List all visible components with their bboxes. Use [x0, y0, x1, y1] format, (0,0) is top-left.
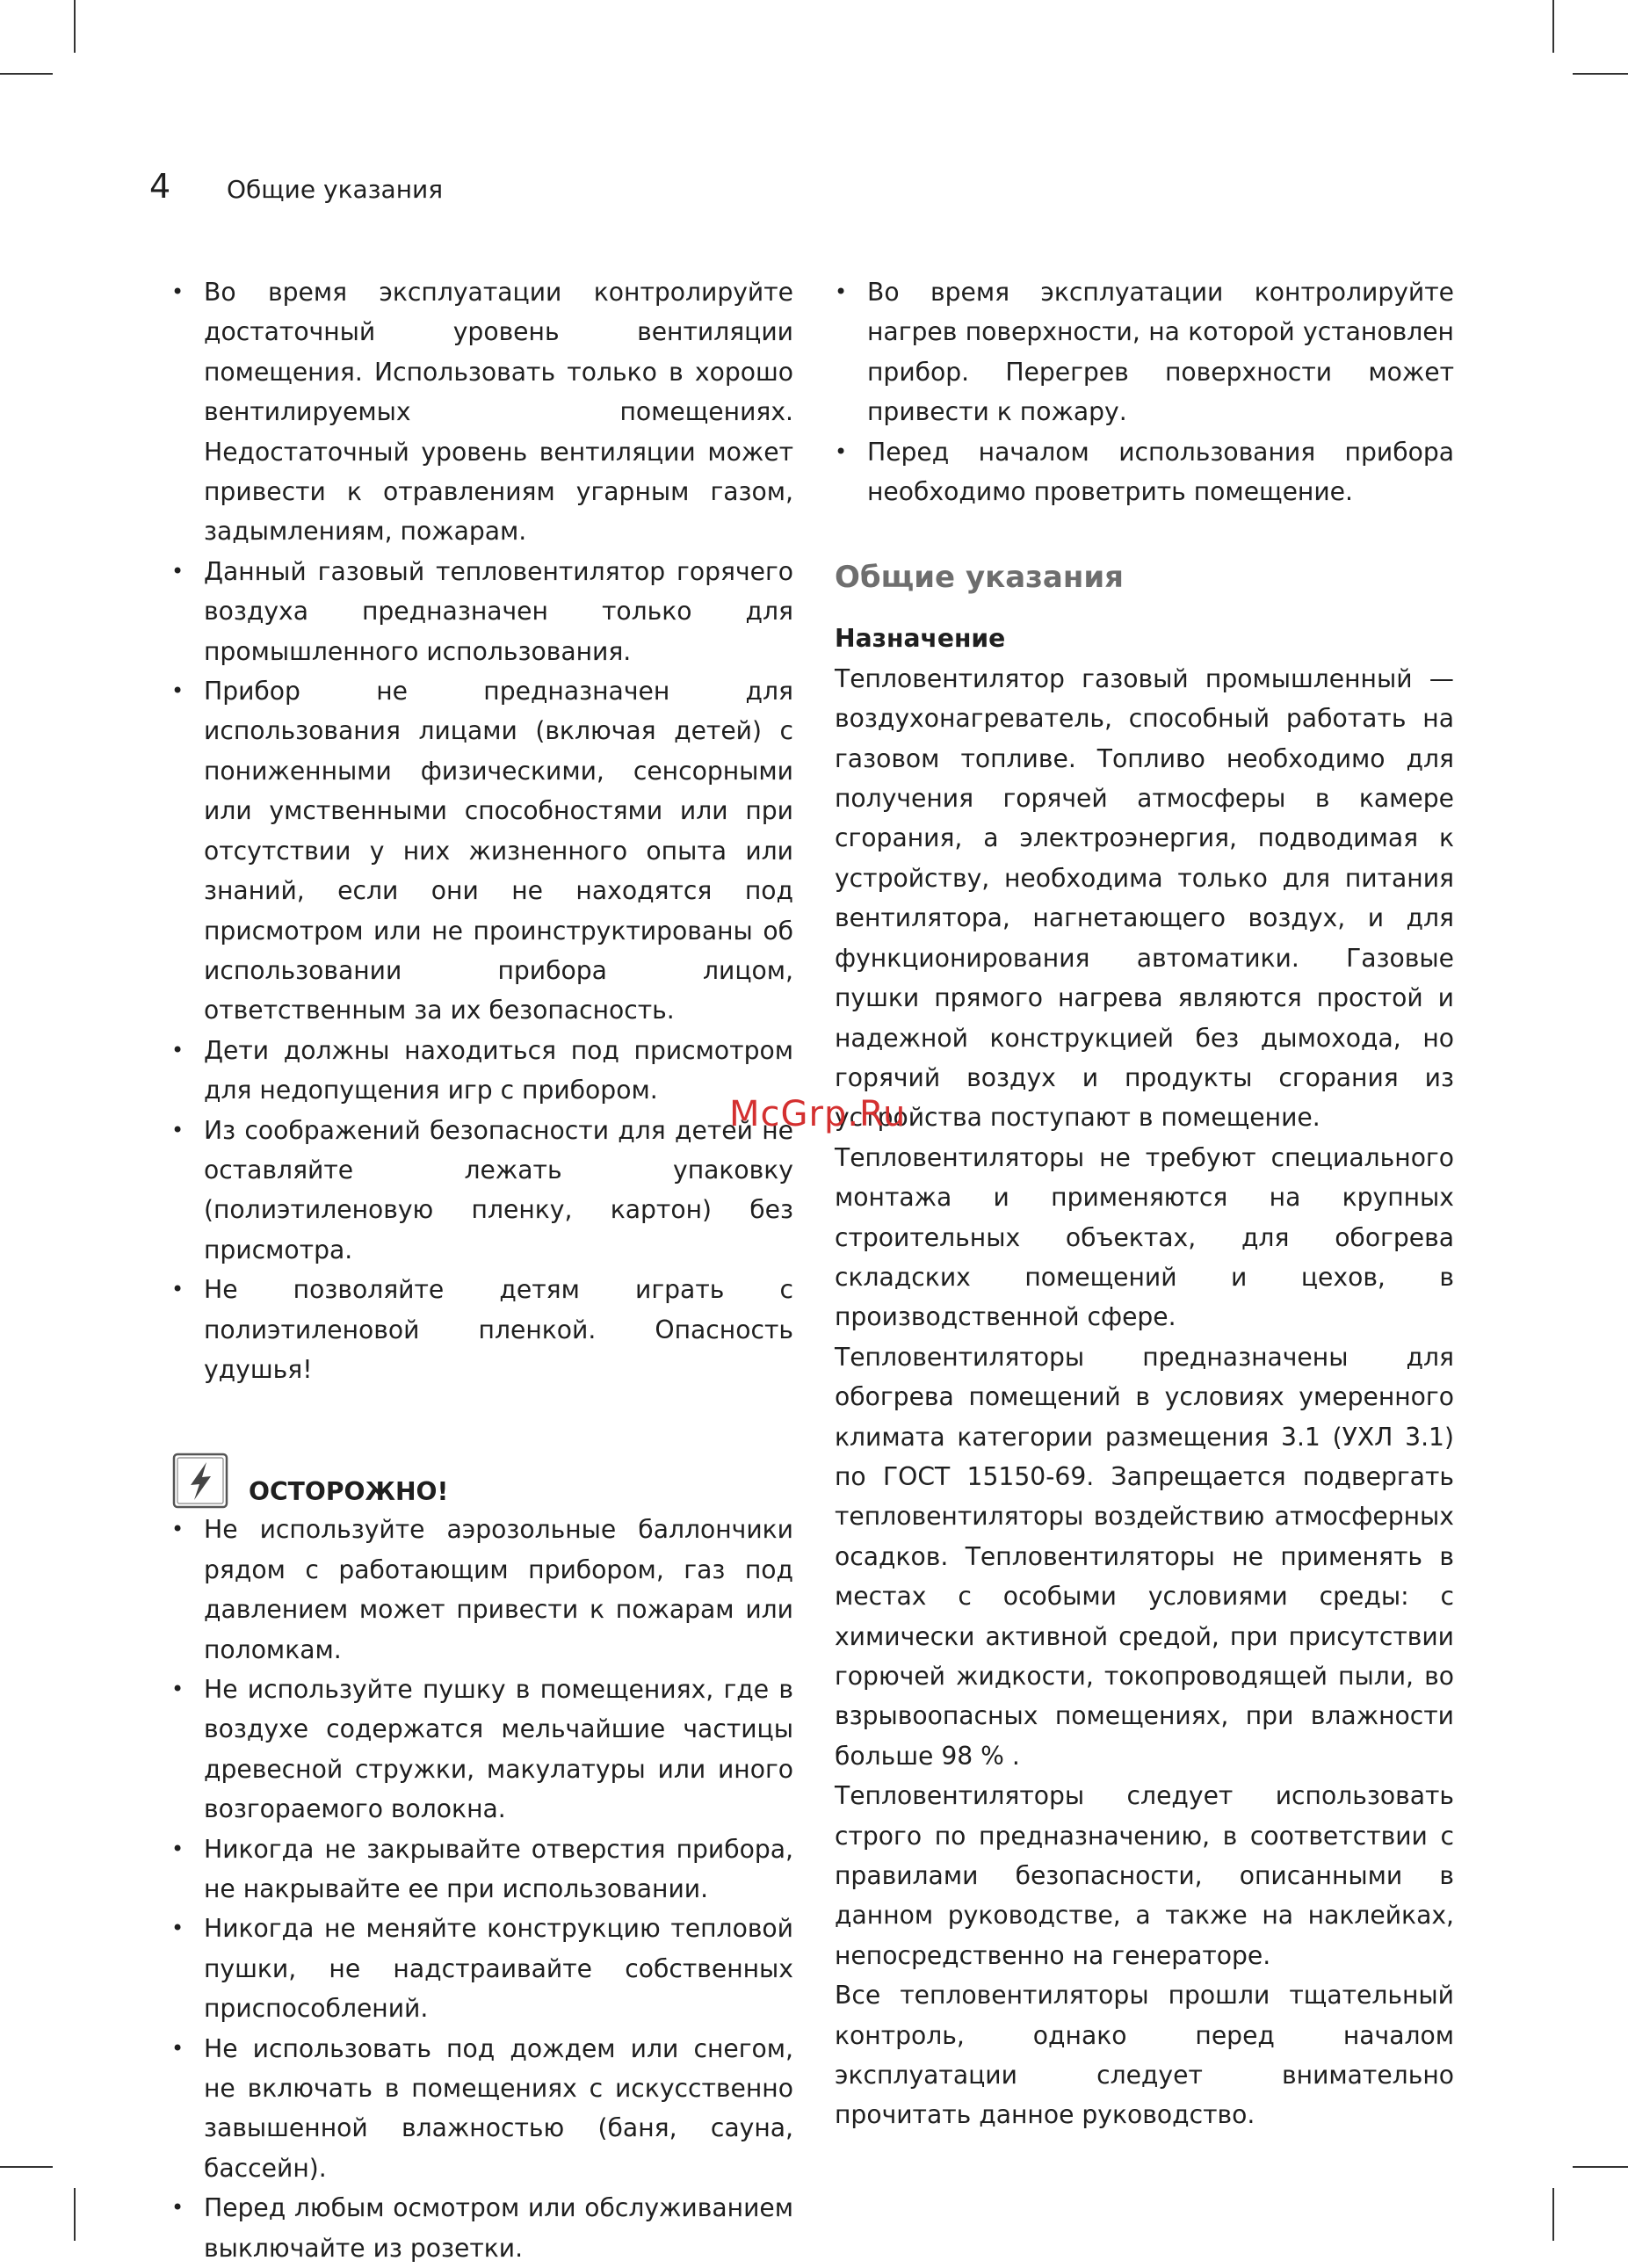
caution-heading	[171, 1438, 793, 1510]
crop-mark	[1552, 2188, 1554, 2241]
list-item: • Во время эксплуатации контролируйте нагрев поверхности, на которой установлен прибор. Перегрев поверхности может привести к пожару.	[835, 272, 1454, 432]
page-number: 4	[149, 167, 171, 206]
list-item: • Дети должны находиться под присмотром для недопущения игр с прибором.	[171, 1031, 793, 1111]
list-item: • Из соображений безопасности для детей не оставляйте лежать упаковку (полиэтиленовую пленку, картон) без присмотра.	[171, 1111, 793, 1271]
safety-list-continued	[835, 272, 1454, 511]
crop-mark	[74, 2188, 76, 2241]
paragraph: Тепловентиляторы предназначены для обогрева помещений в условиях умеренного климата категории размещения 3.1 (УХЛ 3.1) по ГОСТ 15150-69. Запрещается подвергать тепловентиляторы воздействию атмосферных осадков. Тепловентиляторы не применять в местах с особыми условиями среды: с химически активной средой, при присутствии горючей жидкости, токопроводящей пыли, во взрывоопасных помещениях, при влажности больше 98 % .	[835, 1342, 1454, 1771]
list-item: • Никогда не меняйте конструкцию тепловой пушки, не надстраивайте собственных приспособлений.	[171, 1909, 793, 2028]
caution-list	[171, 1510, 793, 2268]
list-item: • Прибор не предназначен для использования лицами (включая детей) с пониженными физическими, сенсорными или умственными способностями или при отсутствии у них жизненного опыта или знаний, если они не находятся под присмотром или не проинструктированы об использовании прибора лицом, ответственным за их безопасность.	[171, 671, 793, 1031]
page-title: Общие указания	[227, 175, 444, 204]
crop-mark	[0, 73, 53, 75]
page-header	[149, 167, 443, 209]
list-item: • Не используйте аэрозольные баллончики рядом с работающим прибором, газ под давлением может привести к пожарам или поломкам.	[171, 1510, 793, 1670]
paragraph: Тепловентиляторы следует использовать строго по предназначению, в соответствии с правилами безопасности, описанными в данном руководстве, а также на наклейках, непосредственно на генераторе.	[835, 1781, 1454, 1970]
paragraph: Тепловентилятор газовый промышленный — воздухонагреватель, способный работать на газовом топливе. Топливо необходимо для получения горячей атмосферы в камере сгорания, а электроэнергия, подводимая к устройству, необходима только для питания вентилятора, нагнетающего воздух, и для функционирования автоматики. Газовые пушки прямого нагрева являются простой и надежной конструкцией без дымохода, но горячий воздух и продукты сгорания из устройства поступают в помещение.	[835, 663, 1454, 1133]
lightning-warning-icon	[171, 1452, 229, 1510]
list-item: • Не использовать под дождем или снегом, не включать в помещениях с искусственно завышенной влажностью (баня, сауна, бассейн).	[171, 2029, 793, 2189]
list-item: • Данный газовый тепловентилятор горячего воздуха предназначен только для промышленного использования.	[171, 552, 793, 671]
crop-mark	[1573, 73, 1628, 75]
list-item: • Перед началом использования прибора необходимо проветрить помещение.	[835, 432, 1454, 512]
list-item: • Перед любым осмотром или обслуживанием выключайте из розетки.	[171, 2188, 793, 2268]
right-column	[835, 272, 1454, 2135]
watermark: McGrp.Ru	[729, 1094, 907, 1134]
crop-mark	[0, 2166, 53, 2168]
list-item: • Никогда не закрывайте отверстия прибора, не накрывайте ее при использовании.	[171, 1830, 793, 1909]
left-column	[171, 272, 793, 2268]
safety-list	[171, 272, 793, 1389]
list-item: • Не позволяйте детям играть с полиэтиленовой пленкой. Опасность удушья!	[171, 1270, 793, 1389]
caution-title: ОСТОРОЖНО!	[249, 1477, 449, 1507]
list-item: • Не используйте пушку в помещениях, где в воздухе содержатся мельчайшие частицы древесной стружки, макулатуры или иного возгораемого волокна.	[171, 1670, 793, 1830]
crop-mark	[1573, 2166, 1628, 2168]
paragraph: Все тепловентиляторы прошли тщательный контроль, однако перед началом эксплуатации следует внимательно прочитать данное руководство.	[835, 1981, 1454, 2130]
subsection-title: Назначение	[835, 624, 1006, 654]
list-item: • Во время эксплуатации контролируйте достаточный уровень вентиляции помещения. Использовать только в хорошо вентилируемых помещениях. Недостаточный уровень вентиляции может привести к отравлениям угарным газом, задымлениям, пожарам.	[171, 272, 793, 552]
crop-mark	[1552, 0, 1554, 53]
paragraph: Тепловентиляторы не требуют специального монтажа и применяются на крупных строительных объектах, для обогрева складских помещений и цехов, в производственной сфере.	[835, 1142, 1454, 1332]
section-title: Общие указания	[835, 560, 1124, 596]
crop-mark	[74, 0, 76, 53]
